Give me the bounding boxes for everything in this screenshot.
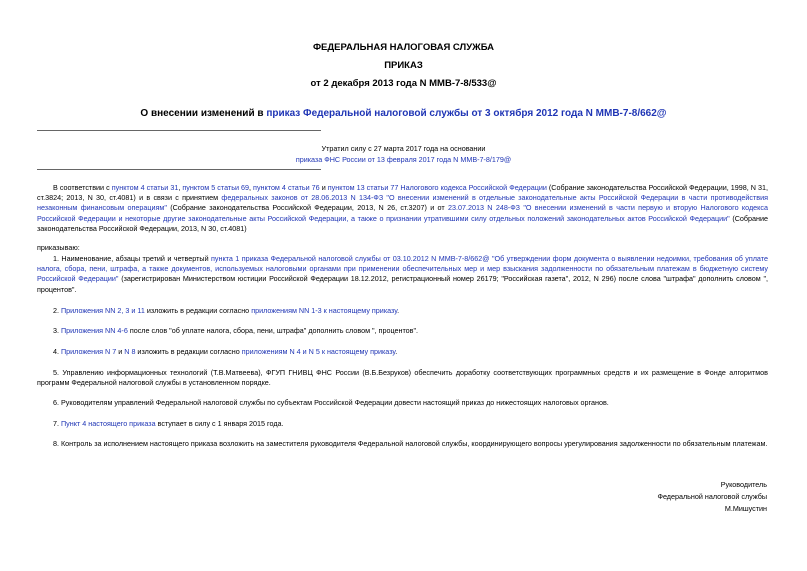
preamble-text-7: (Собрание законодательства Российской Федерации, 2013, N 30, ст.4081) [37,213,769,233]
item-2-text-3: . [397,306,400,315]
item-7 [37,419,768,429]
item-6: 6. Руководителям управлений Федеральной налоговой службы по субъектам Российской Федерации довести настоящий приказ до нижестоящих налоговых органов. [53,398,609,407]
item-4-link-3[interactable]: приложениям N 4 и N 5 к настоящему приказу [241,347,396,356]
title-order-link[interactable]: приказ Федеральной налоговой службы от 3 октября 2012 года N ММВ-7-8/662@ [266,108,667,119]
preamble-text-1: В соответствии с [53,183,112,192]
doc-type-heading: ПРИКАЗ [384,60,423,71]
signature-block [658,479,768,515]
item-2-link-2[interactable]: приложениям NN 1-3 к настоящему приказу [251,306,398,315]
item-8: 8. Контроль за исполнением настоящего приказа возложить на заместителя руководителя Федеральной налоговой службы, координирующего вопросы урегулирования задолженности по обязательным платежам. [53,439,768,448]
document-title [0,108,807,119]
preamble-text-2: , [178,183,183,192]
preamble-paragraph [37,183,768,234]
item-7-link[interactable]: Пункт 4 настоящего приказа [61,419,156,428]
item-3-link[interactable]: Приложения NN 4-6 [61,326,128,335]
item-3 [37,326,768,336]
item-7-text-1: 7. [53,419,61,428]
link-art76[interactable]: пунктом 4 статьи 76 [253,183,320,192]
agency-heading: ФЕДЕРАЛЬНАЯ НАЛОГОВАЯ СЛУЖБА [312,42,495,53]
lost-force-note [0,143,807,165]
lost-force-line1: Утратил силу с 27 марта 2017 года на основании [321,144,486,153]
item-1-link[interactable]: пункта 1 приказа Федеральной налоговой службы от 03.10.2012 N ММВ-7-8/662@ "Об утверждении форм документа о выявлении недоимки, требования об уплате налога, сбора, пени, штрафа, а также документов, используемых налоговыми органами при применении обеспечительных мер и мер взыскания задолженности по обязательным платежам в бюджетную систему Российской Федерации" [37,254,768,284]
link-art31[interactable]: пунктом 4 статьи 31 [111,183,179,192]
item-4 [37,347,768,357]
item-2-text-2: изложить в редакции согласно [144,306,252,315]
link-law-134fz[interactable]: федеральных законов от 28.06.2013 N 134-ФЗ "О внесении изменений в отдельные законодательные акты Российской Федерации в части противодействия незаконным финансовым операциям" [37,193,769,213]
signature-name: М.Мишустин [724,504,767,513]
item-4-text-4: . [395,347,398,356]
order-word: приказываю: [37,243,80,252]
item-7-text-2: вступает в силу с 1 января 2015 года. [155,419,284,428]
preamble-text-6: (Собрание законодательства Российской Федерации, 2013, N 26, ст.3207) и от [166,203,448,213]
item-4-text-3: изложить в редакции согласно [135,347,242,356]
item-5: 5. Управлению информационных технологий (Т.В.Матвеева), ФГУП ГНИВЦ ФНС России (В.Б.Безруков) обеспечить доработку соответствующих программных средств и их размещение в Фонде алгоритмов программ Федеральной налоговой службы в установленном порядке. [37,368,768,388]
link-art69[interactable]: пунктом 5 статьи 69 [182,183,250,192]
item-1-text-1: 1. Наименование, абзацы третий и четвертый [53,254,211,263]
item-2-link-1[interactable]: Приложения NN 2, 3 и 11 [61,306,145,315]
item-2-text-1: 2. [53,306,61,315]
signature-agency: Федеральной налоговой службы [657,492,767,501]
item-4-text-1: 4. [53,347,61,356]
item-4-link-1[interactable]: Приложения N 7 [61,347,117,356]
lost-force-link[interactable]: приказа ФНС России от 13 февраля 2017 года N ММВ-7-8/179@ [295,155,512,164]
link-art77[interactable]: пунктом 13 статьи 77 Налогового кодекса Российской Федерации [327,183,547,192]
link-law-248fz[interactable]: 23.07.2013 N 248-ФЗ "О внесении изменений в части первую и вторую Налогового кодекса Российской Федерации и некоторые другие законодательные акты Российской Федерации, а также о признании утратившими силу отдельных положений законодательных актов Российской Федерации" [37,203,768,223]
preamble-text-4: и [319,183,328,192]
item-3-text-2: после слов "об уплате налога, сбора, пени, штрафа" дополнить словом ", процентов". [127,326,419,335]
item-4-link-2[interactable]: N 8 [124,347,136,356]
item-3-text-1: 3. [53,326,61,335]
doc-date-heading: от 2 декабря 2013 года N ММВ-7-8/533@ [310,78,497,89]
divider-top [37,130,321,131]
title-prefix: О внесении изменений в [140,108,267,119]
item-2 [37,306,768,316]
item-4-text-2: и [116,347,125,356]
item-1 [37,254,768,295]
preamble-text-3: , [249,183,254,192]
signature-title: Руководитель [720,480,767,489]
preamble-text-5: (Собрание законодательства Российской Федерации, 1998, N 31, ст.3824; 2013, N 30, ст.4081) и в связи с принятием [37,183,768,203]
item-1-text-2: (зарегистрирован Министерством юстиции Российской Федерации 18.12.2012, регистрационный номер 26179; "Российская газета", 2012, N 296) после слова "штрафа" дополнить словом ", процентов". [37,274,768,294]
divider-bottom [37,169,321,170]
